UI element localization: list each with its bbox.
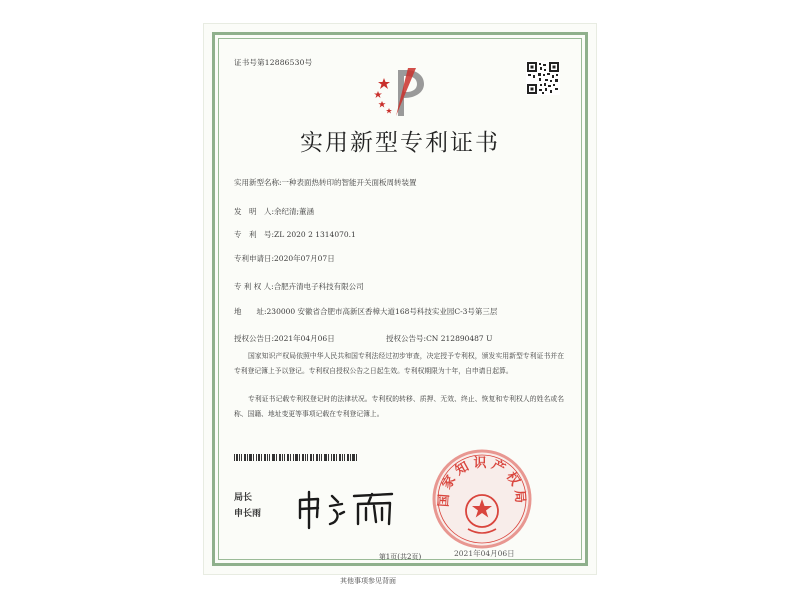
cnipa-logo-icon <box>372 64 430 120</box>
page-number: 第1页(共2页) <box>378 553 422 561</box>
patentee-row <box>234 281 364 292</box>
patent-number-row <box>234 229 356 240</box>
certificate-page <box>204 24 596 574</box>
qr-code-icon <box>526 61 560 95</box>
inventor-label: 发 明 人: <box>234 207 275 216</box>
grant-announcement-row <box>234 333 492 344</box>
utility-model-name-value: 一种表面热转印的智能开关面板周转装置 <box>281 178 417 187</box>
footnote: 其他事项参见背面 <box>340 577 396 585</box>
barcode-icon <box>234 454 358 461</box>
patentee-label: 专 利 权 人: <box>234 282 274 291</box>
certificate-paragraph-1: 国家知识产权局依照中华人民共和国专利法经过初步审查，决定授予专利权，颁发实用新型专利证书并在专利登记簿上予以登记。专利权自授权公告之日起生效。专利权期限为十年，自申请日起算。 <box>234 352 564 375</box>
official-seal-icon <box>430 447 534 551</box>
inventor-value: 余纪清;董涵 <box>274 207 315 216</box>
director-name: 申长雨 <box>234 509 262 519</box>
patentee-value: 合肥卉清电子科技有限公司 <box>273 282 364 291</box>
grant-date-value: 2021年04月06日 <box>274 334 335 343</box>
grant-number-label: 授权公告号: <box>386 334 427 343</box>
patent-number-value: ZL 2020 2 1314070.1 <box>274 230 356 239</box>
application-date-label: 专利申请日: <box>234 254 275 263</box>
svg-text:国家知识产权局: 国家知识产权局 <box>436 456 528 508</box>
application-date-value: 2020年07月07日 <box>274 254 335 263</box>
utility-model-name-label: 实用新型名称: <box>234 178 282 187</box>
certificate-number: 证书号第12886530号 <box>234 58 313 67</box>
grant-date-label: 授权公告日: <box>234 334 275 343</box>
address-value: 230000 安徽省合肥市高新区香樟大道168号科技实业园C-3号第三层 <box>266 307 498 316</box>
inventor-row <box>234 206 314 217</box>
certificate-title: 实用新型专利证书 <box>300 130 500 156</box>
patent-number-label: 专 利 号: <box>234 230 275 239</box>
seal-date: 2021年04月06日 <box>454 549 515 558</box>
application-date-row <box>234 253 335 264</box>
utility-model-name-row <box>234 177 417 188</box>
certificate-paragraph-2: 专利证书记载专利权登记时的法律状况。专利权的转移、质押、无效、终止、恢复和专利权人的姓名或名称、国籍、地址变更等事项记载在专利登记簿上。 <box>234 395 564 418</box>
address-row <box>234 306 517 318</box>
address-label: 地 址: <box>234 307 267 316</box>
grant-number-value: CN 212890487 U <box>426 334 493 343</box>
director-signature-icon <box>294 488 404 530</box>
director-title: 局长 <box>234 493 253 503</box>
